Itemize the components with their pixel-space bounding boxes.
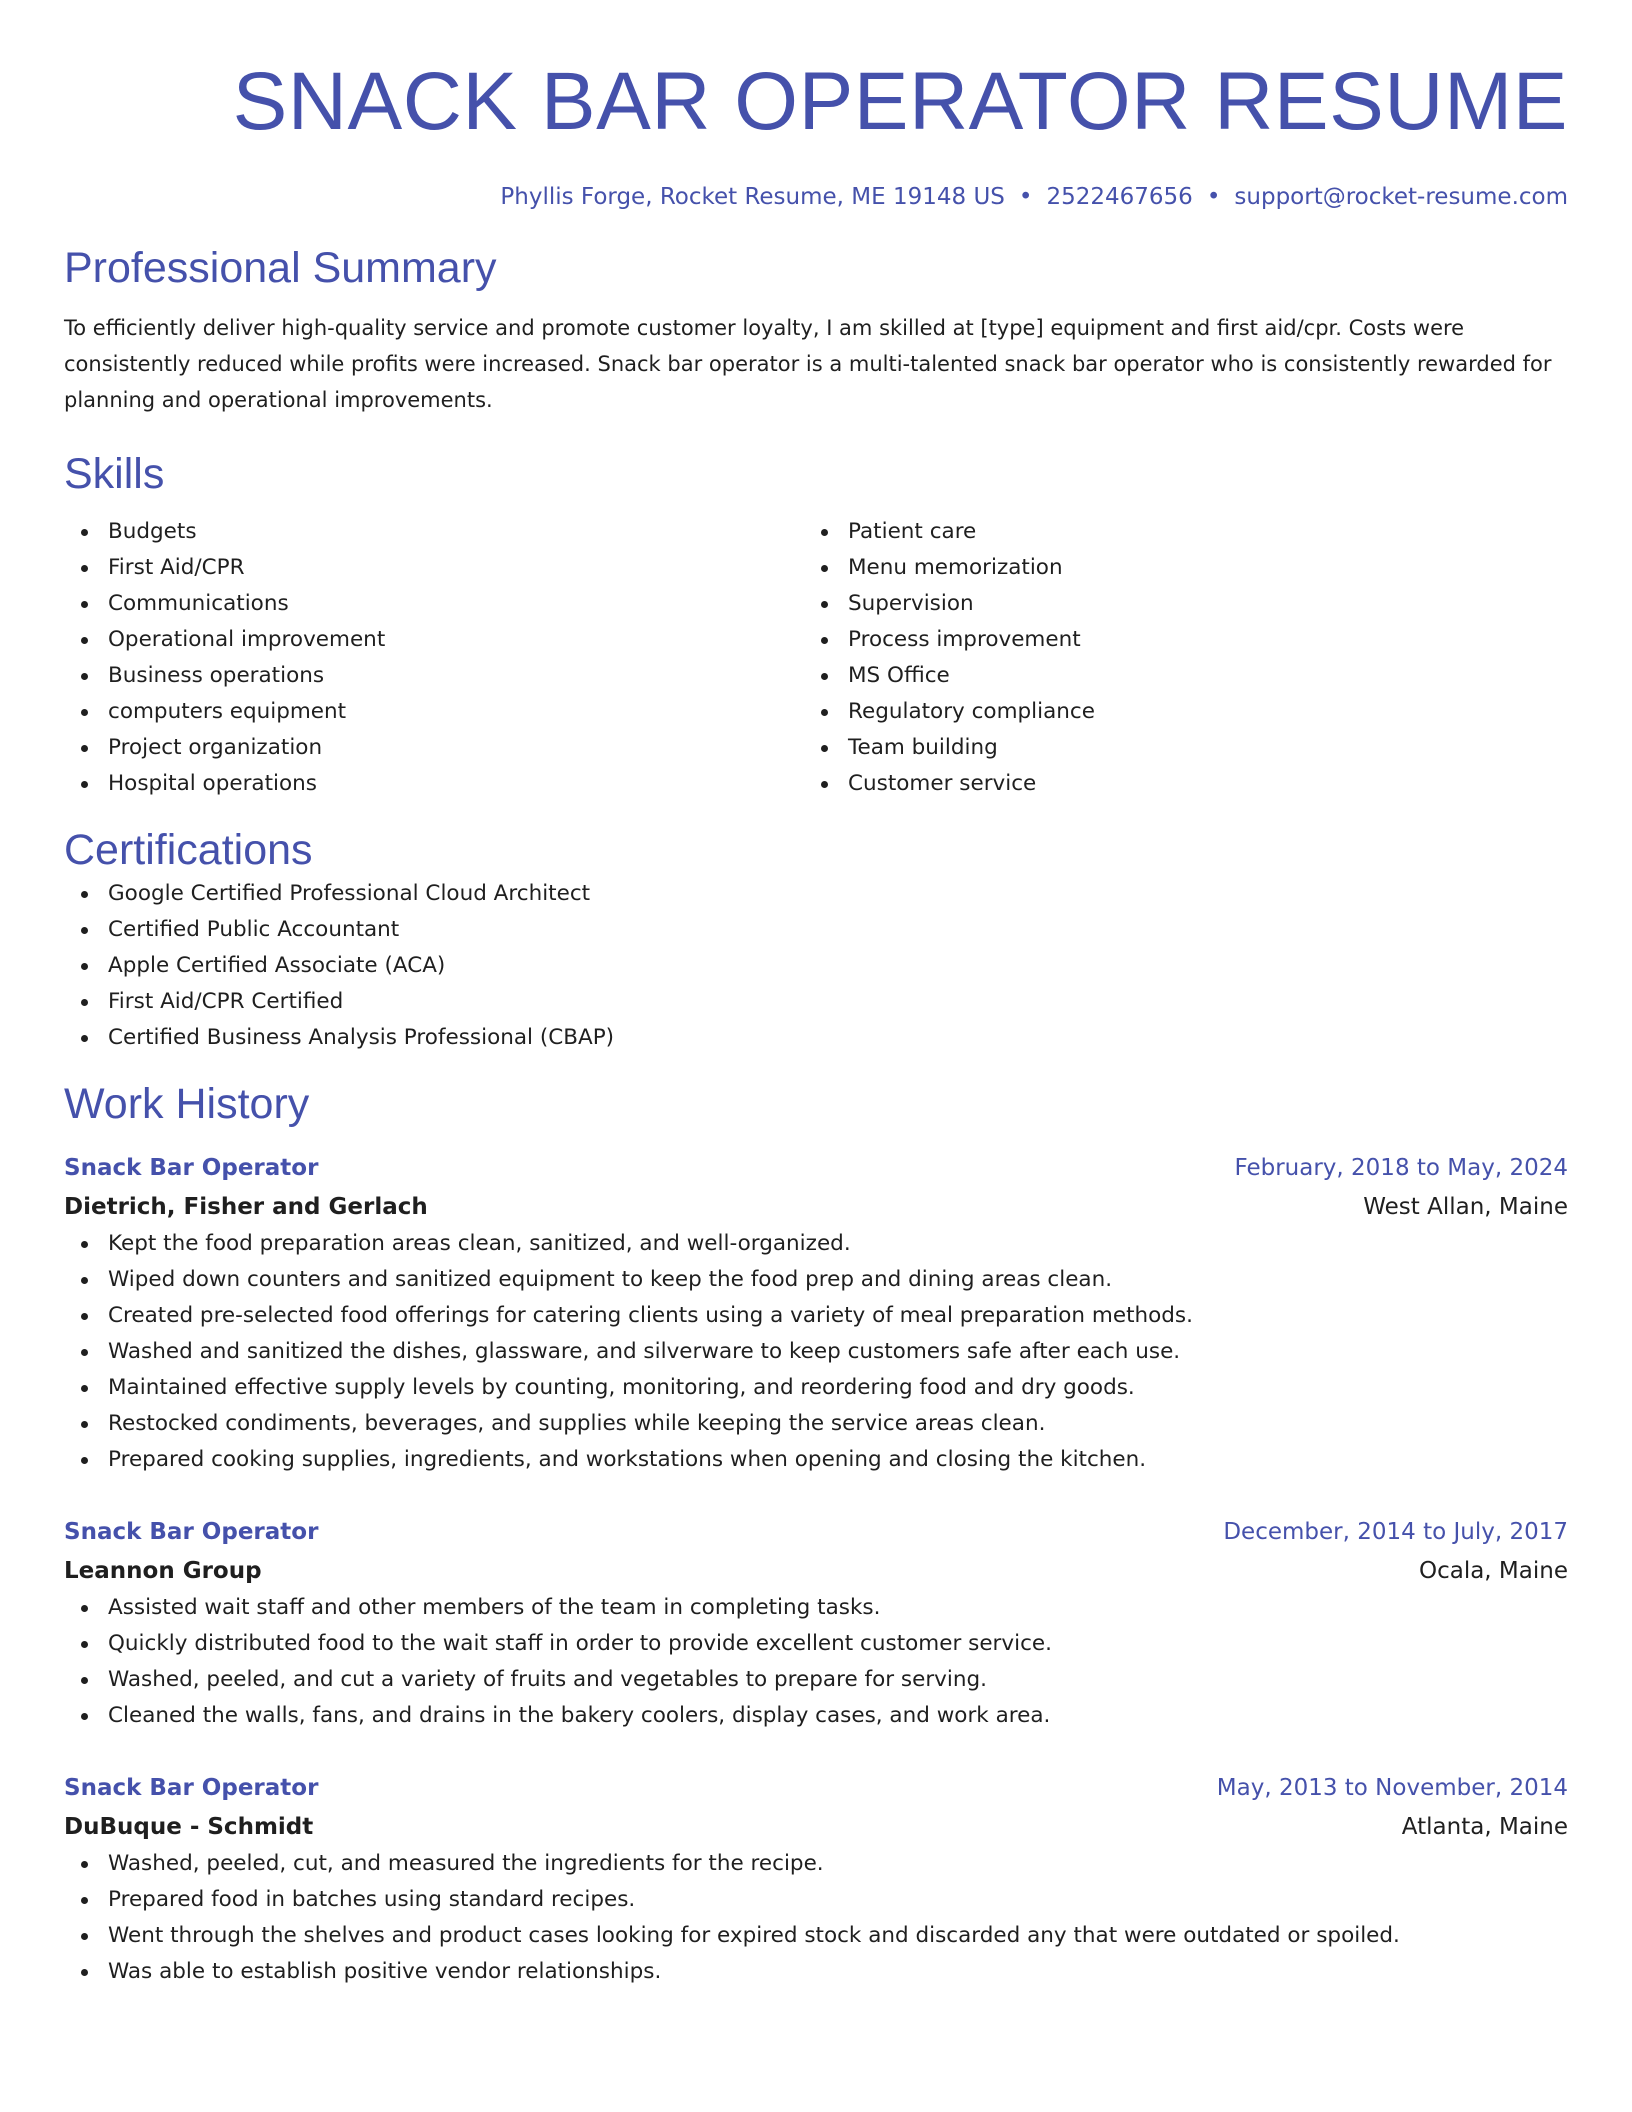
job-title-row <box>64 1512 1568 1552</box>
job-duty-item: Went through the shelves and product cases looking for expired stock and discarded any that were outdated or spoiled. <box>64 1918 1568 1954</box>
skill-item: First Aid/CPR <box>64 550 804 586</box>
contact-separator: • <box>1206 184 1221 210</box>
contact-line <box>64 182 1568 212</box>
job-entry <box>64 1512 1568 1734</box>
skill-item: Business operations <box>64 658 804 694</box>
skill-item: Hospital operations <box>64 766 804 802</box>
job-duty-item: Washed and sanitized the dishes, glassware, and silverware to keep customers safe after each use. <box>64 1334 1568 1370</box>
job-title: Snack Bar Operator <box>64 1775 319 1801</box>
job-duty-item: Prepared food in batches using standard recipes. <box>64 1882 1568 1918</box>
skill-item: Customer service <box>804 766 1544 802</box>
job-company-row <box>64 1552 1568 1590</box>
skills-list-right <box>804 514 1544 802</box>
job-duty-item: Restocked condiments, beverages, and supplies while keeping the service areas clean. <box>64 1406 1568 1442</box>
summary-heading: Professional Summary <box>64 244 497 292</box>
job-duty-item: Prepared cooking supplies, ingredients, and workstations when opening and closing the kitchen. <box>64 1442 1568 1478</box>
skill-item: Supervision <box>804 586 1544 622</box>
certification-item: Certified Business Analysis Professional (CBAP) <box>64 1020 1568 1056</box>
contact-address: Phyllis Forge, Rocket Resume, ME 19148 US <box>500 184 1005 210</box>
summary-text: To efficiently deliver high-quality service and promote customer loyalty, I am skilled at [type] equipment and first aid/cpr. Costs were consistently reduced while profits were increased. Snack bar operator is a multi-talented snack bar operator who is consistently rewarded for planning and operational improvements. <box>64 316 1552 412</box>
job-duty-item: Kept the food preparation areas clean, sanitized, and well-organized. <box>64 1226 1568 1262</box>
job-title: Snack Bar Operator <box>64 1155 319 1181</box>
contact-email: support@rocket-resume.com <box>1234 184 1568 210</box>
skill-item: Regulatory compliance <box>804 694 1544 730</box>
job-duties-list <box>64 1846 1568 1990</box>
certification-item: Apple Certified Associate (ACA) <box>64 948 1568 984</box>
skill-item: Budgets <box>64 514 804 550</box>
certifications-heading: Certifications <box>64 826 313 874</box>
job-title-row <box>64 1768 1568 1808</box>
job-duty-item: Washed, peeled, and cut a variety of fruits and vegetables to prepare for serving. <box>64 1662 1568 1698</box>
contact-phone: 2522467656 <box>1046 184 1193 210</box>
work-history-heading: Work History <box>64 1080 310 1128</box>
skill-item: MS Office <box>804 658 1544 694</box>
job-duty-item: Cleaned the walls, fans, and drains in the bakery coolers, display cases, and work area. <box>64 1698 1568 1734</box>
job-dates: May, 2013 to November, 2014 <box>1216 1775 1568 1801</box>
job-duties-list <box>64 1226 1568 1478</box>
skills-heading: Skills <box>64 450 165 498</box>
job-duty-item: Created pre-selected food offerings for catering clients using a variety of meal preparation methods. <box>64 1298 1568 1334</box>
job-duty-item: Washed, peeled, cut, and measured the ingredients for the recipe. <box>64 1846 1568 1882</box>
certification-item: First Aid/CPR Certified <box>64 984 1568 1020</box>
skill-item: Operational improvement <box>64 622 804 658</box>
skills-list-left <box>64 514 804 802</box>
job-duty-item: Quickly distributed food to the wait staff in order to provide excellent customer service. <box>64 1626 1568 1662</box>
skill-item: Process improvement <box>804 622 1544 658</box>
job-dates: February, 2018 to May, 2024 <box>1234 1155 1568 1181</box>
job-company: DuBuque - Schmidt <box>64 1814 314 1840</box>
contact-separator: • <box>1018 184 1033 210</box>
job-duty-item: Assisted wait staff and other members of the team in completing tasks. <box>64 1590 1568 1626</box>
skill-item: Communications <box>64 586 804 622</box>
job-entry <box>64 1768 1568 1990</box>
job-location: Atlanta, Maine <box>1401 1814 1568 1840</box>
job-entry <box>64 1148 1568 1478</box>
job-duties-list <box>64 1590 1568 1734</box>
skill-item: Patient care <box>804 514 1544 550</box>
job-company-row <box>64 1188 1568 1226</box>
skill-item: Project organization <box>64 730 804 766</box>
certification-item: Google Certified Professional Cloud Architect <box>64 876 1568 912</box>
skill-item: Team building <box>804 730 1544 766</box>
job-title-row <box>64 1148 1568 1188</box>
resume-title: SNACK BAR OPERATOR RESUME <box>232 56 1568 147</box>
job-duty-item: Was able to establish positive vendor relationships. <box>64 1954 1568 1990</box>
skill-item: computers equipment <box>64 694 804 730</box>
certification-item: Certified Public Accountant <box>64 912 1568 948</box>
job-company: Dietrich, Fisher and Gerlach <box>64 1194 428 1220</box>
job-location: West Allan, Maine <box>1363 1194 1568 1220</box>
certifications-list <box>64 876 1568 1056</box>
job-duty-item: Maintained effective supply levels by counting, monitoring, and reordering food and dry goods. <box>64 1370 1568 1406</box>
job-company: Leannon Group <box>64 1558 262 1584</box>
job-dates: December, 2014 to July, 2017 <box>1223 1519 1568 1545</box>
skills-columns <box>64 514 1568 802</box>
skill-item: Menu memorization <box>804 550 1544 586</box>
job-title: Snack Bar Operator <box>64 1519 319 1545</box>
job-duty-item: Wiped down counters and sanitized equipment to keep the food prep and dining areas clean. <box>64 1262 1568 1298</box>
job-location: Ocala, Maine <box>1418 1558 1568 1584</box>
job-company-row <box>64 1808 1568 1846</box>
